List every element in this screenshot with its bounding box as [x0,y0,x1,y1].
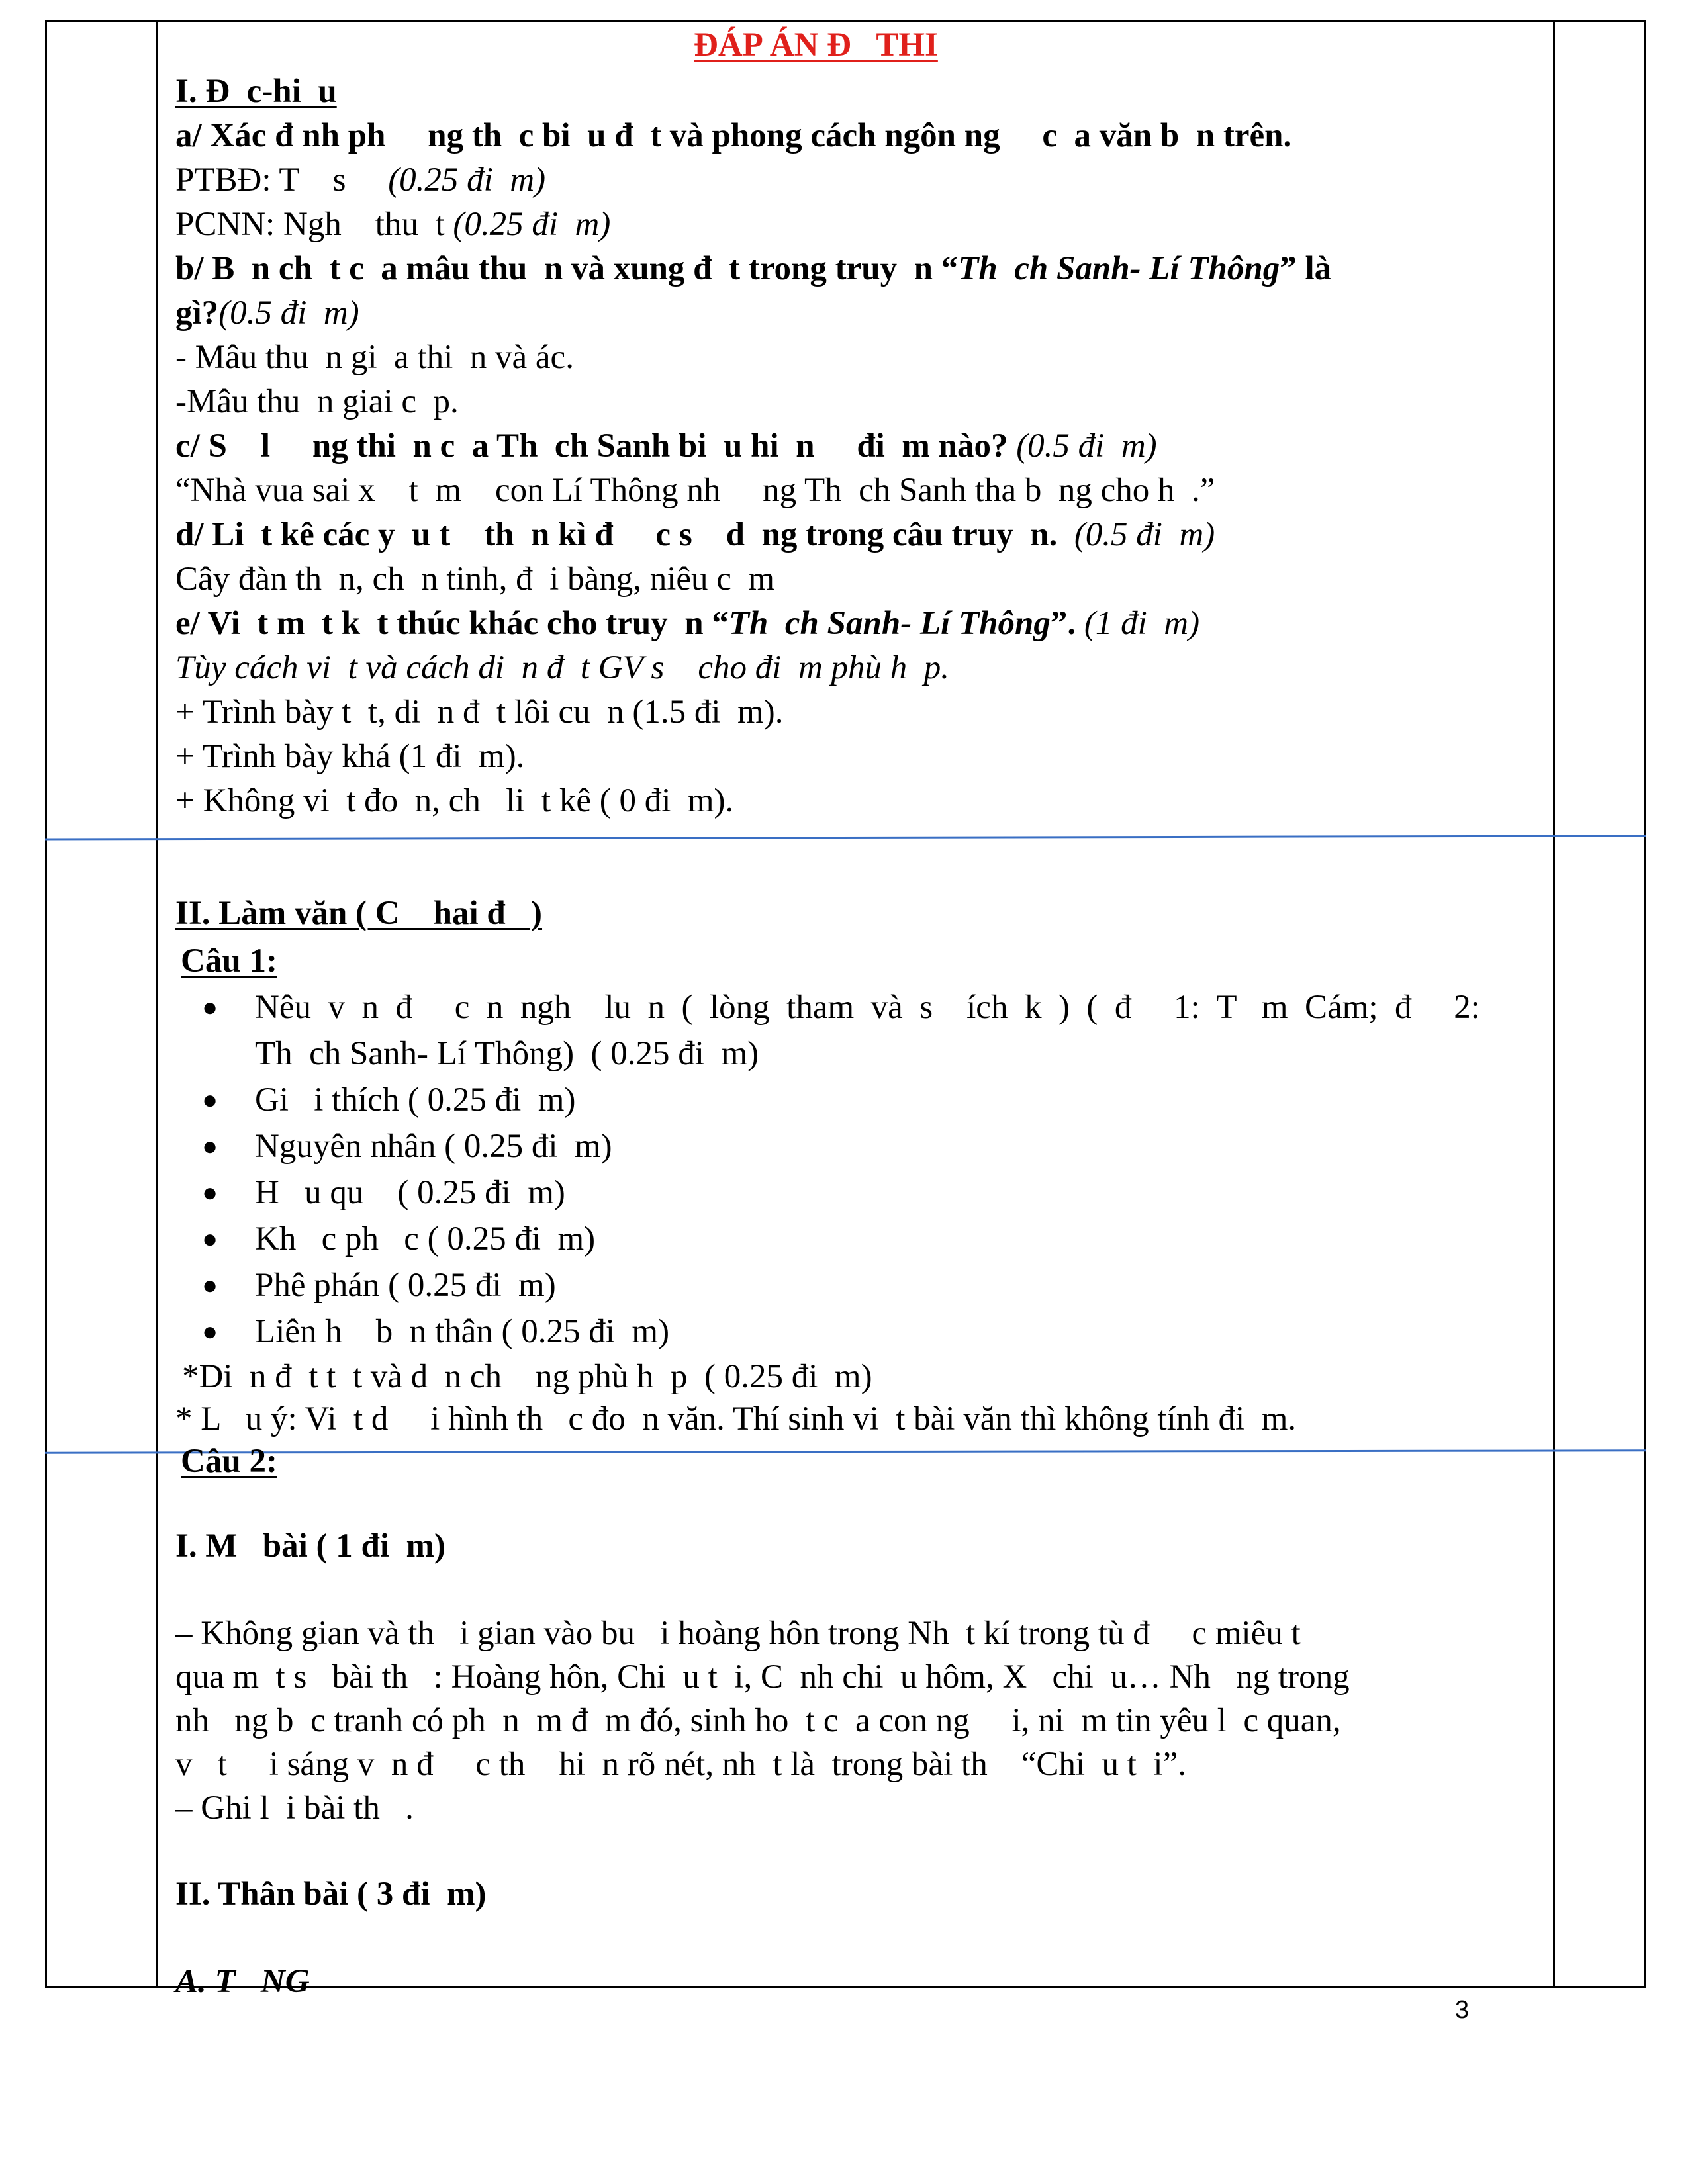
cau-1-item-1-cont: Th ch Sanh- Lí Thông) ( 0.25 đi m) [255,1035,759,1072]
intro-paragraph-line-2: qua m t s bài th : Hoàng hôn, Chi u t i, C nh chi u hôm, X chi u… Nh ng trong [175,1659,1350,1696]
section-2-heading: II. Làm văn ( C hai đ ) [175,895,543,932]
page-title: ĐÁP ÁN Đ THI [694,26,938,64]
cau-1-item-3: Nguyên nhân ( 0.25 đi m) [255,1128,612,1165]
cau-1-note-1: *Di n đ t t t và d n ch ng phù h p ( 0.25 đi m) [182,1358,872,1395]
answer-d: Cây đàn th n, ch n tinh, đ i bàng, niêu c m [175,561,775,598]
body-heading: II. Thân bài ( 3 đi m) [175,1876,487,1913]
bullet-icon: ● [202,1270,218,1300]
answer-e-criterion-2: + Trình bày khá (1 đi m). [175,738,525,775]
answer-e-note: Tùy cách vi t và cách di n đ t GV s cho đi m phù h p. [175,649,950,686]
cau-1-item-4: H u qu ( 0.25 đi m) [255,1174,565,1211]
column-divider-left [156,20,158,1988]
cau-2-label: Câu 2: [181,1443,277,1480]
bullet-icon: ● [202,1085,218,1115]
answer-e-criterion-3: + Không vi t đo n, ch li t kê ( 0 đi m). [175,782,734,819]
question-a: a/ Xác đ nh ph ng th c bi u đ t và phong cách ngôn ng c a văn b n trên. [175,117,1292,154]
cau-1-item-6: Phê phán ( 0.25 đi m) [255,1267,556,1304]
cau-1-note-2: * L u ý: Vi t d i hình th c đo n văn. Thí sinh vi t bài văn thì không tính đi m. [175,1400,1297,1437]
intro-paragraph-line-4: v t i sáng v n đ c th hi n rõ nét, nh t là trong bài th “Chi u t i”. [175,1746,1186,1783]
cau-1-item-2: Gi i thích ( 0.25 đi m) [255,1081,576,1118]
answer-a-ptbd: PTBĐ: T s (0.25 đi m) [175,161,546,199]
cau-1-item-5: Kh c ph c ( 0.25 đi m) [255,1220,596,1257]
question-e: e/ Vi t m t k t thúc khác cho truy n “Th ch Sanh- Lí Thông”. (1 đi m) [175,605,1200,642]
answer-a-pcnn: PCNN: Ngh thu t (0.25 đi m) [175,206,611,243]
cau-1-item-1: Nêu v n đ c n ngh lu n ( lòng tham và s ích k ) ( đ 1: T m Cám; đ 2: [255,989,1480,1026]
question-b-cont: gì?(0.5 đi m) [175,295,359,332]
answer-e-criterion-1: + Trình bày t t, di n đ t lôi cu n (1.5 đi m). [175,694,784,731]
intro-paragraph-line-1: – Không gian và th i gian vào bu i hoàng hôn trong Nh t kí trong tù đ c miêu t [175,1615,1301,1652]
answer-b-2: -Mâu thu n giai c p. [175,383,459,420]
answer-b-1: - Mâu thu n gi a thi n và ác. [175,339,574,376]
question-b: b/ B n ch t c a mâu thu n và xung đ t trong truy n “Th ch Sanh- Lí Thông” là [175,250,1332,287]
bullet-icon: ● [202,1224,218,1253]
question-d: d/ Li t kê các y u t th n kì đ c s d ng trong câu truy n. (0.5 đi m) [175,516,1215,553]
page-number: 3 [1455,1996,1470,2024]
answer-c: “Nhà vua sai x t m con Lí Thông nh ng Th ch Sanh tha b ng cho h .” [175,472,1215,509]
cau-1-item-7: Liên h b n thân ( 0.25 đi m) [255,1313,670,1350]
bullet-icon: ● [202,1131,218,1161]
intro-paragraph-line-5: – Ghi l i bài th . [175,1790,414,1827]
bullet-icon: ● [202,992,218,1022]
question-c: c/ S l ng thi n c a Th ch Sanh bi u hi n đi m nào? (0.5 đi m) [175,428,1157,465]
body-subheading: A. T NG [175,1963,310,2000]
intro-paragraph-line-3: nh ng b c tranh có ph n m đ m đó, sinh ho t c a con ng i, ni m tin yêu l c quan, [175,1702,1341,1739]
column-divider-right [1553,20,1555,1988]
section-1-heading: I. Đ c-hi u [175,73,337,110]
cau-1-label: Câu 1: [181,942,277,979]
bullet-icon: ● [202,1177,218,1207]
intro-heading: I. M bài ( 1 đi m) [175,1527,445,1565]
bullet-icon: ● [202,1316,218,1346]
